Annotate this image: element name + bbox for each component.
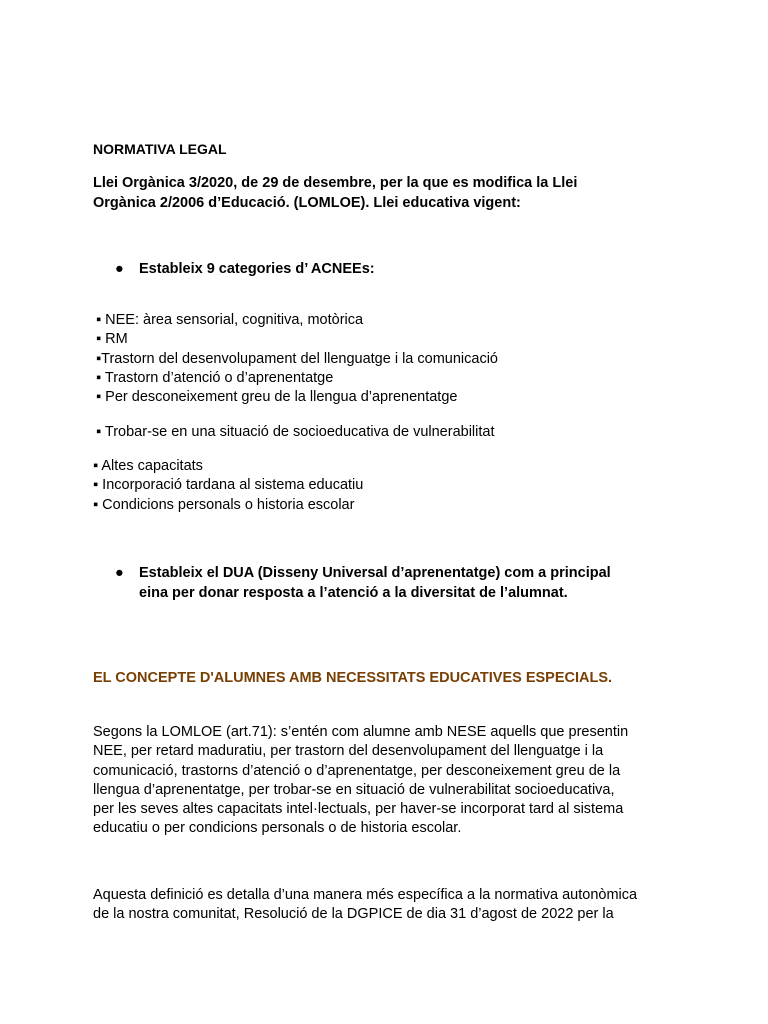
- paragraph-line: educatiu o per condicions personals o de historia escolar.: [93, 820, 462, 837]
- paragraph-line: NEE, per retard maduratiu, per trastorn del desenvolupament del llenguatge i la: [93, 743, 604, 760]
- bullet-categories-text: Estableix 9 categories d’ ACNEEs:: [139, 261, 375, 277]
- intro-line-1: Llei Orgànica 3/2020, de 29 de desembre, per la que es modifica la Llei: [93, 175, 578, 191]
- list-item: ▪ Trastorn d’atenció o d’aprenentatge: [96, 369, 334, 386]
- intro-line-2: Orgànica 2/2006 d’Educació. (LOMLOE). Llei educativa vigent:: [93, 195, 521, 211]
- section-title: EL CONCEPTE D'ALUMNES AMB NECESSITATS EDUCATIVES ESPECIALS.: [93, 670, 613, 686]
- paragraph-line: de la nostra comunitat, Resolució de la DGPICE de dia 31 d’agost de 2022 per la: [93, 906, 614, 923]
- bullet-marker: ●: [115, 565, 124, 581]
- categories-list-1: [96, 311, 498, 407]
- categories-list-2: [96, 423, 495, 442]
- list-item: ▪ Altes capacitats: [93, 458, 203, 474]
- list-item: ▪ Trobar-se en una situació de socioeducativa de vulnerabilitat: [96, 424, 495, 440]
- categories-list-3: [93, 457, 363, 515]
- bullet-dua: [115, 563, 611, 601]
- bullet-marker: ●: [115, 261, 124, 277]
- list-item: ▪ Per desconeixement greu de la llengua d’aprenentatge: [96, 389, 458, 406]
- document-heading: NORMATIVA LEGAL: [93, 141, 227, 157]
- paragraph-line: per les seves altes capacitats intel·lectuals, per haver-se incorporat tard al sistema: [93, 801, 624, 818]
- list-item: ▪ RM: [96, 331, 128, 348]
- list-item: ▪ Incorporació tardana al sistema educatiu: [93, 477, 364, 494]
- bullet-dua-line-2: eina per donar resposta a l’atenció a la diversitat de l’alumnat.: [139, 585, 568, 601]
- paragraph-line: Segons la LOMLOE (art.71): s’entén com alumne amb NESE aquells que presentin: [93, 724, 629, 740]
- list-item: ▪ Condicions personals o historia escolar: [93, 496, 355, 513]
- paragraph-definition: [93, 886, 637, 925]
- paragraph-line: Aquesta definició es detalla d’una manera més específica a la normativa autonòmica: [93, 887, 638, 903]
- list-item: ▪ NEE: àrea sensorial, cognitiva, motòrica: [96, 312, 364, 328]
- paragraph-lomloe: [93, 723, 628, 839]
- paragraph-line: llengua d’aprenentatge, per trobar-se en situació de vulnerabilitat socioeducativa,: [93, 781, 615, 798]
- list-item: ▪Trastorn del desenvolupament del llenguatge i la comunicació: [96, 350, 498, 367]
- bullet-dua-line-1: Estableix el DUA (Disseny Universal d’aprenentatge) com a principal: [139, 565, 611, 581]
- paragraph-line: comunicació, trastorns d’atenció o d’aprenentatge, per desconeixement greu de la: [93, 762, 621, 779]
- bullet-categories: [115, 259, 375, 279]
